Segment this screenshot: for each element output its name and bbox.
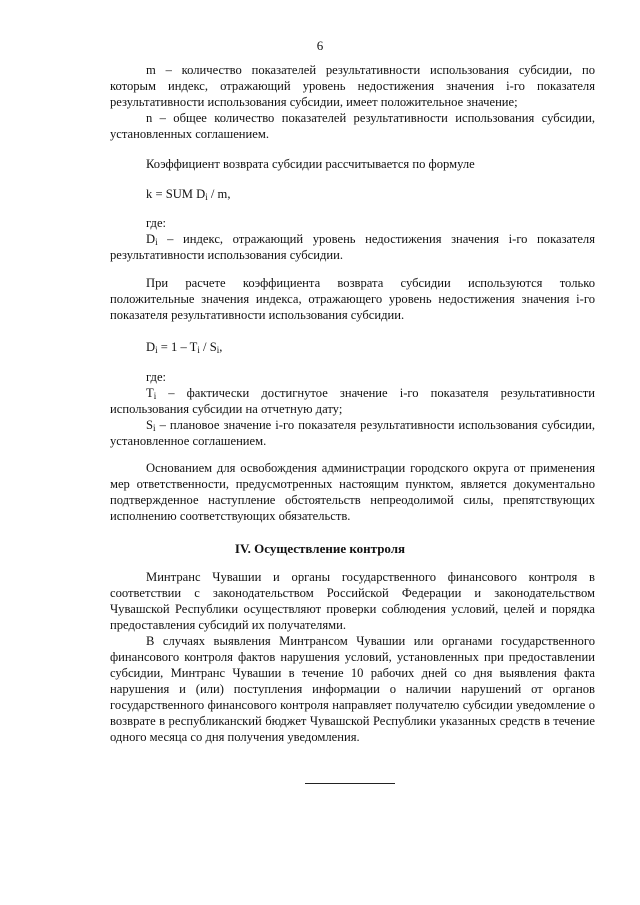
k-intro-block [110,156,595,172]
d-definition: $D_i$ – индекс, отражающий уровень недостижения значения i-го показателя результативности использования субсидии. [110,232,595,262]
calc-note: При расчете коэффициента возврата субсидии используются только положительные значения индекса, отражающего уровень недостижения значения i-го показателя результативности использования субсидии. [110,276,595,322]
n-definition: n – общее количество показателей результативности использования субсидии, установленных соглашением. [110,111,595,141]
control-paragraph-1: Минтранс Чувашии и органы государственного финансового контроля в соответствии с законодательством Российской Федерации и законодательством Чувашской Республики осуществляют проверки соблюдения условий, целей и порядка предоставления субсидий их получателями. [110,570,595,632]
closing-rule [305,783,395,784]
page-number: 6 [316,38,324,53]
control-paragraph-2: В случаях выявления Минтрансом Чувашии или органами государственного финансового контроля фактов нарушения условий, установленных при предоставлении субсидии, Минтранс Чувашии в течение 10 рабочих дней со дня выявления факта нарушения и (или) поступления информации о наличии нарушений от органов государственного финансового контроля направляет получателю субсидии уведомление о возврате в республиканский бюджет Чувашской Республики указанных средств в течение одного месяца со дня получения уведомления. [110,634,595,744]
k-formula-block [110,186,595,202]
d-definition-block [110,215,595,263]
t-definition: $T_i$ – фактически достигнутое значение i-го показателя результативности использования субсидии на отчетную дату; [110,386,595,416]
k-intro: Коэффициент возврата субсидии рассчитывается по формуле [146,157,475,171]
d-formula: $D_i = 1 - T_i / S_i$, [146,340,223,355]
release-paragraph: Основанием для освобождения администрации городского округа от применения мер ответственности, предусмотренных настоящим пунктом, является документально подтвержденное наступление обстоятельств непреодолимой силы, препятствующих исполнению соответствующих обязательств. [110,461,595,523]
release-block [110,460,595,524]
ts-definitions-block [110,369,595,449]
section-heading: IV. Осуществление контроля [234,541,406,556]
definitions-block [110,62,595,142]
control-block [110,569,595,745]
k-formula: k = SUM $D_i$ / m, [146,187,231,202]
where-label-2: где: [146,370,167,384]
m-definition: m – количество показателей результативности использования субсидии, по которым индекс, отражающий уровень недостижения значения i-го показателя результативности использования субсидии, имеет положительное значение; [110,63,595,109]
calc-note-block [110,275,595,323]
s-definition: $S_i$ – плановое значение i-го показателя результативности использования субсидии, установленное соглашением. [110,418,595,448]
d-formula-block [110,339,595,355]
where-label-1: где: [146,216,167,230]
